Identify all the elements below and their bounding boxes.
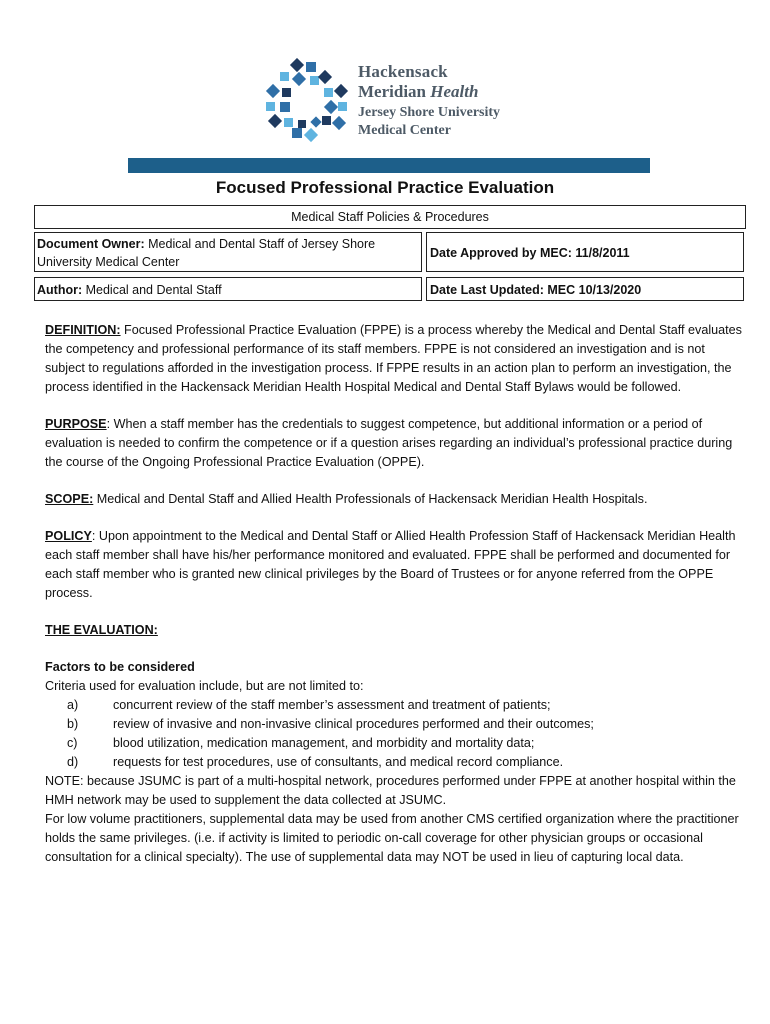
list-item: d) requests for test procedures, use of consultants, and medical record compliance.: [67, 755, 564, 769]
policies-header-cell: Medical Staff Policies & Procedures: [34, 205, 746, 229]
document-body: [45, 321, 745, 867]
document-owner-cell: [34, 232, 422, 272]
list-item: b) review of invasive and non-invasive clinical procedures performed and their outcomes;: [67, 717, 594, 731]
owner-value: Medical and Dental Staff of Jersey Shore University Medical Center: [37, 237, 376, 269]
logo-line-3: Jersey Shore University: [358, 105, 501, 120]
logo-line-2: Meridian Health: [358, 82, 479, 101]
logo-line-4: Medical Center: [358, 123, 451, 138]
definition-paragraph: [45, 321, 745, 397]
logo-wordmark: [358, 62, 500, 140]
criteria-list: [45, 696, 745, 772]
evaluation-heading: THE EVALUATION:: [45, 623, 158, 637]
purpose-label: PURPOSE: [45, 417, 107, 431]
scope-text: Medical and Dental Staff and Allied Health Professionals of Hackensack Meridian Health Hospitals.: [93, 492, 648, 506]
brand-divider-bar: [128, 158, 650, 173]
criteria-intro: Criteria used for evaluation include, but are not limited to:: [45, 679, 364, 693]
definition-label: DEFINITION:: [45, 323, 121, 337]
network-note: NOTE: because JSUMC is part of a multi-hospital network, procedures performed under FPPE at another hospital within the HMH network may be used to supplement the data collected at JSUMC.: [45, 774, 736, 807]
hmh-logo: [262, 58, 522, 144]
logo-line-1: Hackensack: [358, 62, 448, 81]
scope-label: SCOPE:: [45, 492, 94, 506]
policy-paragraph: [45, 527, 745, 603]
scope-paragraph: [45, 490, 745, 509]
list-item: c) blood utilization, medication management, and morbidity and mortality data;: [67, 736, 535, 750]
purpose-text: : When a staff member has the credentials to suggest competence, but additional information or a period of evaluation is needed to confirm the competence or if a question arises regarding an individual’s professional practice during the course of the Ongoing Professional Practice Evaluation (OPPE).: [45, 417, 733, 469]
low-volume-paragraph: For low volume practitioners, supplemental data may be used from another CMS certified organization where the practitioner holds the same privileges. (i.e. if activity is limited to periodic on-call coverage for other physician groups or occasional consultation for a clinical specialty). The use of supplemental data may NOT be used in lieu of capturing local data.: [45, 812, 739, 864]
author-label: Author:: [37, 283, 83, 297]
date-updated-cell: Date Last Updated: MEC 10/13/2020: [426, 277, 744, 301]
policy-text: : Upon appointment to the Medical and Dental Staff or Allied Health Profession Staff of Hackensack Meridian Health each staff member shall have his/her performance monitored and evaluated. FPPE shall be performed and documented for each staff member who is granted new clinical privileges by the Board of Trustees or for anyone referred from the OPPE process.: [45, 529, 736, 600]
policy-label: POLICY: [45, 529, 92, 543]
document-title: Focused Professional Practice Evaluation: [215, 178, 555, 197]
author-value: Medical and Dental Staff: [82, 283, 222, 297]
author-cell: [34, 277, 422, 301]
purpose-paragraph: [45, 415, 745, 472]
logo-mark-icon: [262, 58, 354, 144]
definition-text: Focused Professional Practice Evaluation (FPPE) is a process whereby the Medical and Dental Staff evaluates the competency and professional performance of its staff members. FPPE is not considered an investigation and is not subject to regulations afforded in the investigation process. If FPPE results in an action plan to perform an investigation, the process identified in the Hackensack Meridian Health Hospital Medical and Dental Staff Bylaws would be followed.: [45, 323, 742, 394]
date-approved-cell: Date Approved by MEC: 11/8/2011: [426, 232, 744, 272]
factors-heading: Factors to be considered: [45, 660, 195, 674]
owner-label: Document Owner:: [37, 237, 145, 251]
list-item: a) concurrent review of the staff member’s assessment and treatment of patients;: [67, 698, 551, 712]
